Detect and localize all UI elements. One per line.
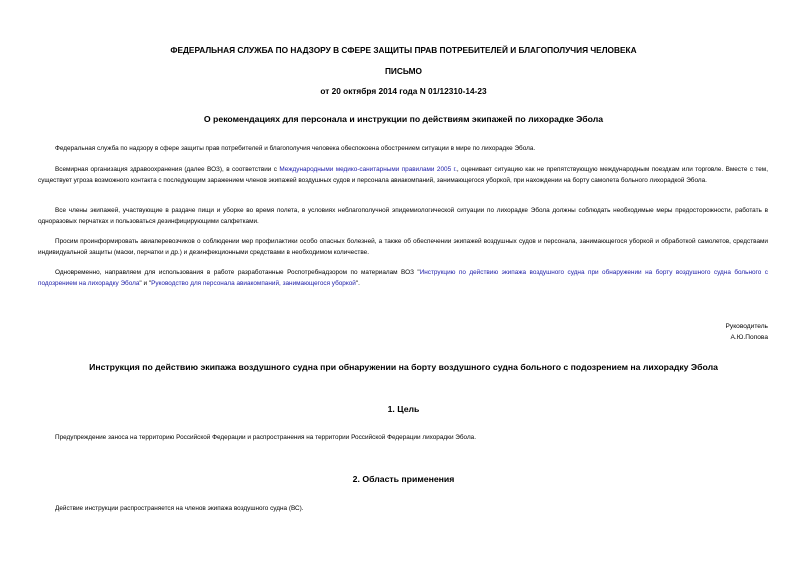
paragraph-text: ". <box>355 279 360 287</box>
ihr-2005-link[interactable]: Международными медико-санитарными правилами 2005 г. <box>279 166 457 173</box>
letter-paragraph-2 <box>38 165 768 186</box>
instruction-title: Инструкция по действию экипажа воздушного судна при обнаружении на борту воздушного судна больного с подозрением на лихорадку Эбола <box>89 362 718 372</box>
letter-paragraph-3: Все члены экипажей, участвующие в раздаче пищи и уборке во время полета, в условиях неблагополучной эпидемиологической ситуации по лихорадке Эбола должны соблюдать необходимые меры предосторожности, работать в одноразовых перчатках и пользоваться дезинфицирующими салфетками. <box>38 207 768 225</box>
agency-heading: ФЕДЕРАЛЬНАЯ СЛУЖБА ПО НАДЗОРУ В СФЕРЕ ЗАЩИТЫ ПРАВ ПОТРЕБИТЕЛЕЙ И БЛАГОПОЛУЧИЯ ЧЕЛОВЕКА <box>170 45 637 55</box>
paragraph-text: " и " <box>139 279 152 287</box>
section-2-text: Действие инструкции распространяется на членов экипажа воздушного судна (ВС). <box>55 505 304 512</box>
paragraph-text: , оценивает ситуацию как не препятствующую международным поездкам или торговле. Вместе с тем, существует угроза возможного контакта с последующим заражением членов экипажей воздушных судов и персонала авиакомпаний, занимающегося уборкой, при нахождении на борту самолета больного лихорадкой Эбола. <box>38 166 768 184</box>
crew-instruction-link[interactable]: Инструкцию по действию экипажа воздушного судна при обнаружении на борту воздушного судна больного с подозрением на лихорадку Эбола <box>38 269 768 287</box>
section-2-title: 2. Область применения <box>352 474 455 484</box>
letter-subject: О рекомендациях для персонала и инструкции по действиям экипажей по лихорадке Эбола <box>203 114 604 124</box>
document-date-number: от 20 октября 2014 года N 01/12310-14-23 <box>320 86 487 96</box>
signature-name: А.Ю.Попова <box>730 334 768 341</box>
section-1-text: Предупреждение заноса на территорию Российской Федерации и распространения на территории Российской Федерации лихорадки Эбола. <box>55 434 477 441</box>
cleaning-guide-link[interactable]: Руководство для персонала авиакомпаний, занимающегося уборкой <box>151 279 356 287</box>
document-type: ПИСЬМО <box>384 66 423 76</box>
section-1-title: 1. Цель <box>387 404 420 414</box>
paragraph-text: Всемирная организация здравоохранения (далее ВОЗ), в соответствии с <box>55 166 280 173</box>
paragraph-text: Одновременно, направляем для использования в работе разработанные Роспотребнадзором по материалам ВОЗ " <box>55 269 420 276</box>
letter-paragraph-5 <box>38 268 768 289</box>
letter-paragraph-1: Федеральная служба по надзору в сфере защиты прав потребителей и благополучия человека обеспокоена обострением ситуации в мире по лихорадке Эбола. <box>55 145 536 152</box>
signature-position: Руководитель <box>725 323 768 330</box>
letter-paragraph-4: Просим проинформировать авиаперевозчиков о соблюдении мер профилактики особо опасных болезней, а также об обеспечении экипажей воздушных судов и персонала, занимающегося уборкой и обработкой самолетов, средствами индивидуальной защиты (маски, перчатки и др.) и дезинфекционными средствами в необходимом количестве. <box>38 238 768 256</box>
